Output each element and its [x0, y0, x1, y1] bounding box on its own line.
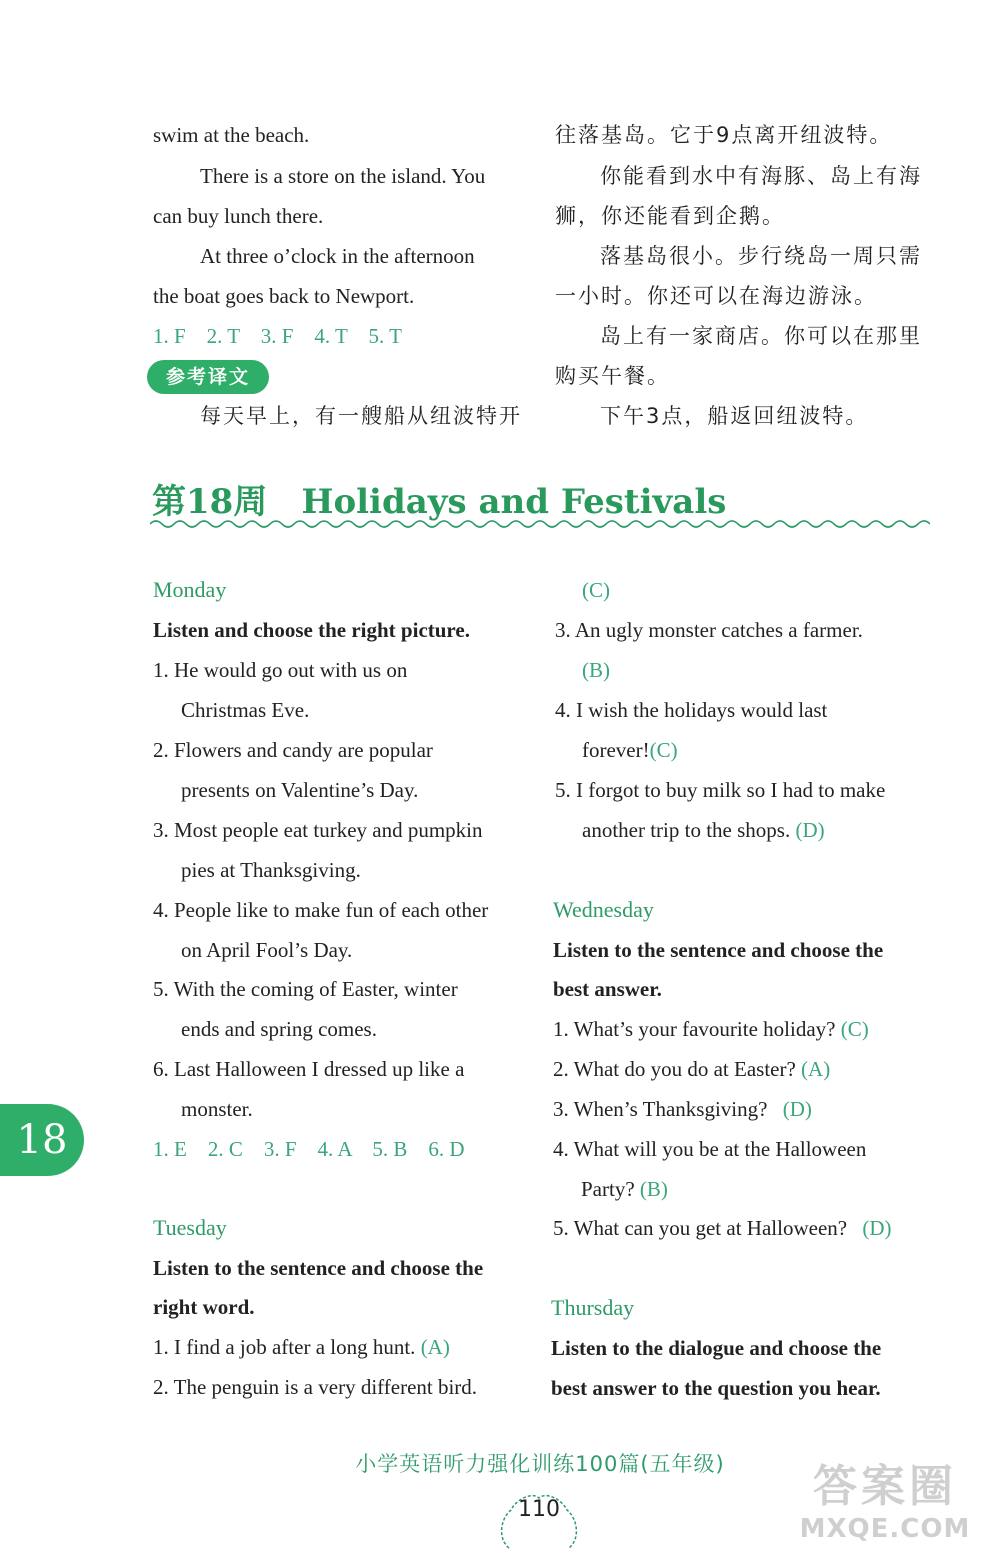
question-text: 5. What can you get at Halloween? [553, 1216, 848, 1240]
question-line: 3. An ugly monster catches a farmer. [555, 618, 863, 642]
instruction: Listen to the dialogue and choose the [551, 1336, 882, 1360]
day-heading-wednesday: Wednesday [553, 897, 654, 922]
answer: (C) [582, 578, 610, 602]
answer: (A) [801, 1057, 831, 1081]
translation-line: 一小时。你还可以在海边游泳。 [555, 284, 877, 308]
book-title: 小学英语听力强化训练100篇(五年级) [355, 1452, 725, 1476]
answer: (B) [582, 658, 610, 682]
question-line [553, 1096, 812, 1122]
translation-line: 购买午餐。 [555, 364, 670, 388]
answer: (C) [840, 1017, 869, 1041]
passage-line: At three o’clock in the afternoon [200, 244, 475, 268]
instruction: right word. [153, 1295, 255, 1319]
question-line: 4. I wish the holidays would last [555, 698, 828, 722]
answer-key: 1. F 2. T 3. F 4. T 5. T [153, 324, 402, 348]
page-number: 110 [518, 1497, 560, 1522]
question-line [553, 1016, 869, 1042]
instruction: Listen and choose the right picture. [153, 618, 470, 642]
question-text: Party? [581, 1177, 635, 1201]
translation-line: 狮，你还能看到企鹅。 [555, 204, 785, 228]
question-line: 6. Last Halloween I dressed up like a [153, 1057, 465, 1081]
translation-line: 每天早上，有一艘船从纽波特开 [200, 404, 522, 428]
day-heading-tuesday: Tuesday [153, 1215, 227, 1240]
question-line [582, 817, 825, 843]
question-line: on April Fool’s Day. [181, 938, 353, 962]
instruction: best answer. [553, 977, 662, 1001]
day-heading-thursday: Thursday [551, 1295, 635, 1320]
answer: (B) [639, 1177, 668, 1201]
instruction: Listen to the sentence and choose the [553, 938, 884, 962]
translation-line: 你能看到水中有海豚、岛上有海 [600, 164, 922, 188]
question-line: 5. With the coming of Easter, winter [153, 977, 458, 1001]
passage-line: swim at the beach. [153, 123, 310, 147]
passage-line: There is a store on the island. You [200, 164, 486, 188]
watermark-logo-text: 答案圈 [813, 1461, 957, 1512]
question-text: 1. I find a job after a long hunt. [153, 1335, 416, 1359]
question-line [582, 737, 678, 763]
answer: (D) [782, 1097, 812, 1121]
translation-line: 落基岛很小。步行绕岛一周只需 [600, 244, 922, 268]
question-line: 3. Most people eat turkey and pumpkin [153, 818, 483, 842]
day-heading-monday: Monday [153, 577, 227, 602]
question-line: monster. [181, 1097, 253, 1121]
translation-line: 下午3点，船返回纽波特。 [600, 404, 869, 428]
passage-line: the boat goes back to Newport. [153, 284, 415, 308]
translation-line: 往落基岛。它于9点离开纽波特。 [555, 123, 893, 147]
week-number-tab: 18 [0, 1104, 84, 1176]
question-line [581, 1176, 668, 1202]
answer: (D) [795, 818, 825, 842]
question-text: another trip to the shops. [582, 818, 791, 842]
question-line: 1. He would go out with us on [153, 658, 408, 682]
question-text: 2. What do you do at Easter? [553, 1057, 796, 1081]
question-line: 4. What will you be at the Halloween [553, 1137, 867, 1161]
week-label: 第18周 [152, 482, 268, 522]
question-text: forever! [582, 738, 650, 762]
question-line: Christmas Eve. [181, 698, 310, 722]
question-line [153, 1334, 450, 1360]
question-line: ends and spring comes. [181, 1017, 377, 1041]
watermark-url: MXQE.COM [799, 1514, 971, 1544]
question-line: 4. People like to make fun of each other [153, 898, 489, 922]
question-line: 2. The penguin is a very different bird. [153, 1375, 478, 1399]
answer: (A) [420, 1335, 450, 1359]
watermark [780, 1460, 990, 1544]
answer-key: 1. E 2. C 3. F 4. A 5. B 6. D [153, 1137, 465, 1161]
reference-translation-badge: 参考译文 [147, 360, 269, 394]
instruction: Listen to the sentence and choose the [153, 1256, 484, 1280]
wavy-divider [150, 518, 930, 530]
question-text: 1. What’s your favourite holiday? [553, 1017, 836, 1041]
translation-line: 岛上有一家商店。你可以在那里 [600, 324, 922, 348]
answer: (D) [862, 1216, 892, 1240]
question-line: 5. I forgot to buy milk so I had to make [555, 778, 886, 802]
question-line [553, 1056, 830, 1082]
question-line [553, 1215, 892, 1241]
question-line: 2. Flowers and candy are popular [153, 738, 433, 762]
passage-line: can buy lunch there. [153, 204, 324, 228]
question-line: pies at Thanksgiving. [181, 858, 361, 882]
instruction: best answer to the question you hear. [551, 1376, 881, 1400]
question-line: presents on Valentine’s Day. [181, 778, 419, 802]
question-text: 3. When’s Thanksgiving? [553, 1097, 768, 1121]
answer: (C) [649, 738, 678, 762]
week-title: Holidays and Festivals [301, 482, 727, 522]
